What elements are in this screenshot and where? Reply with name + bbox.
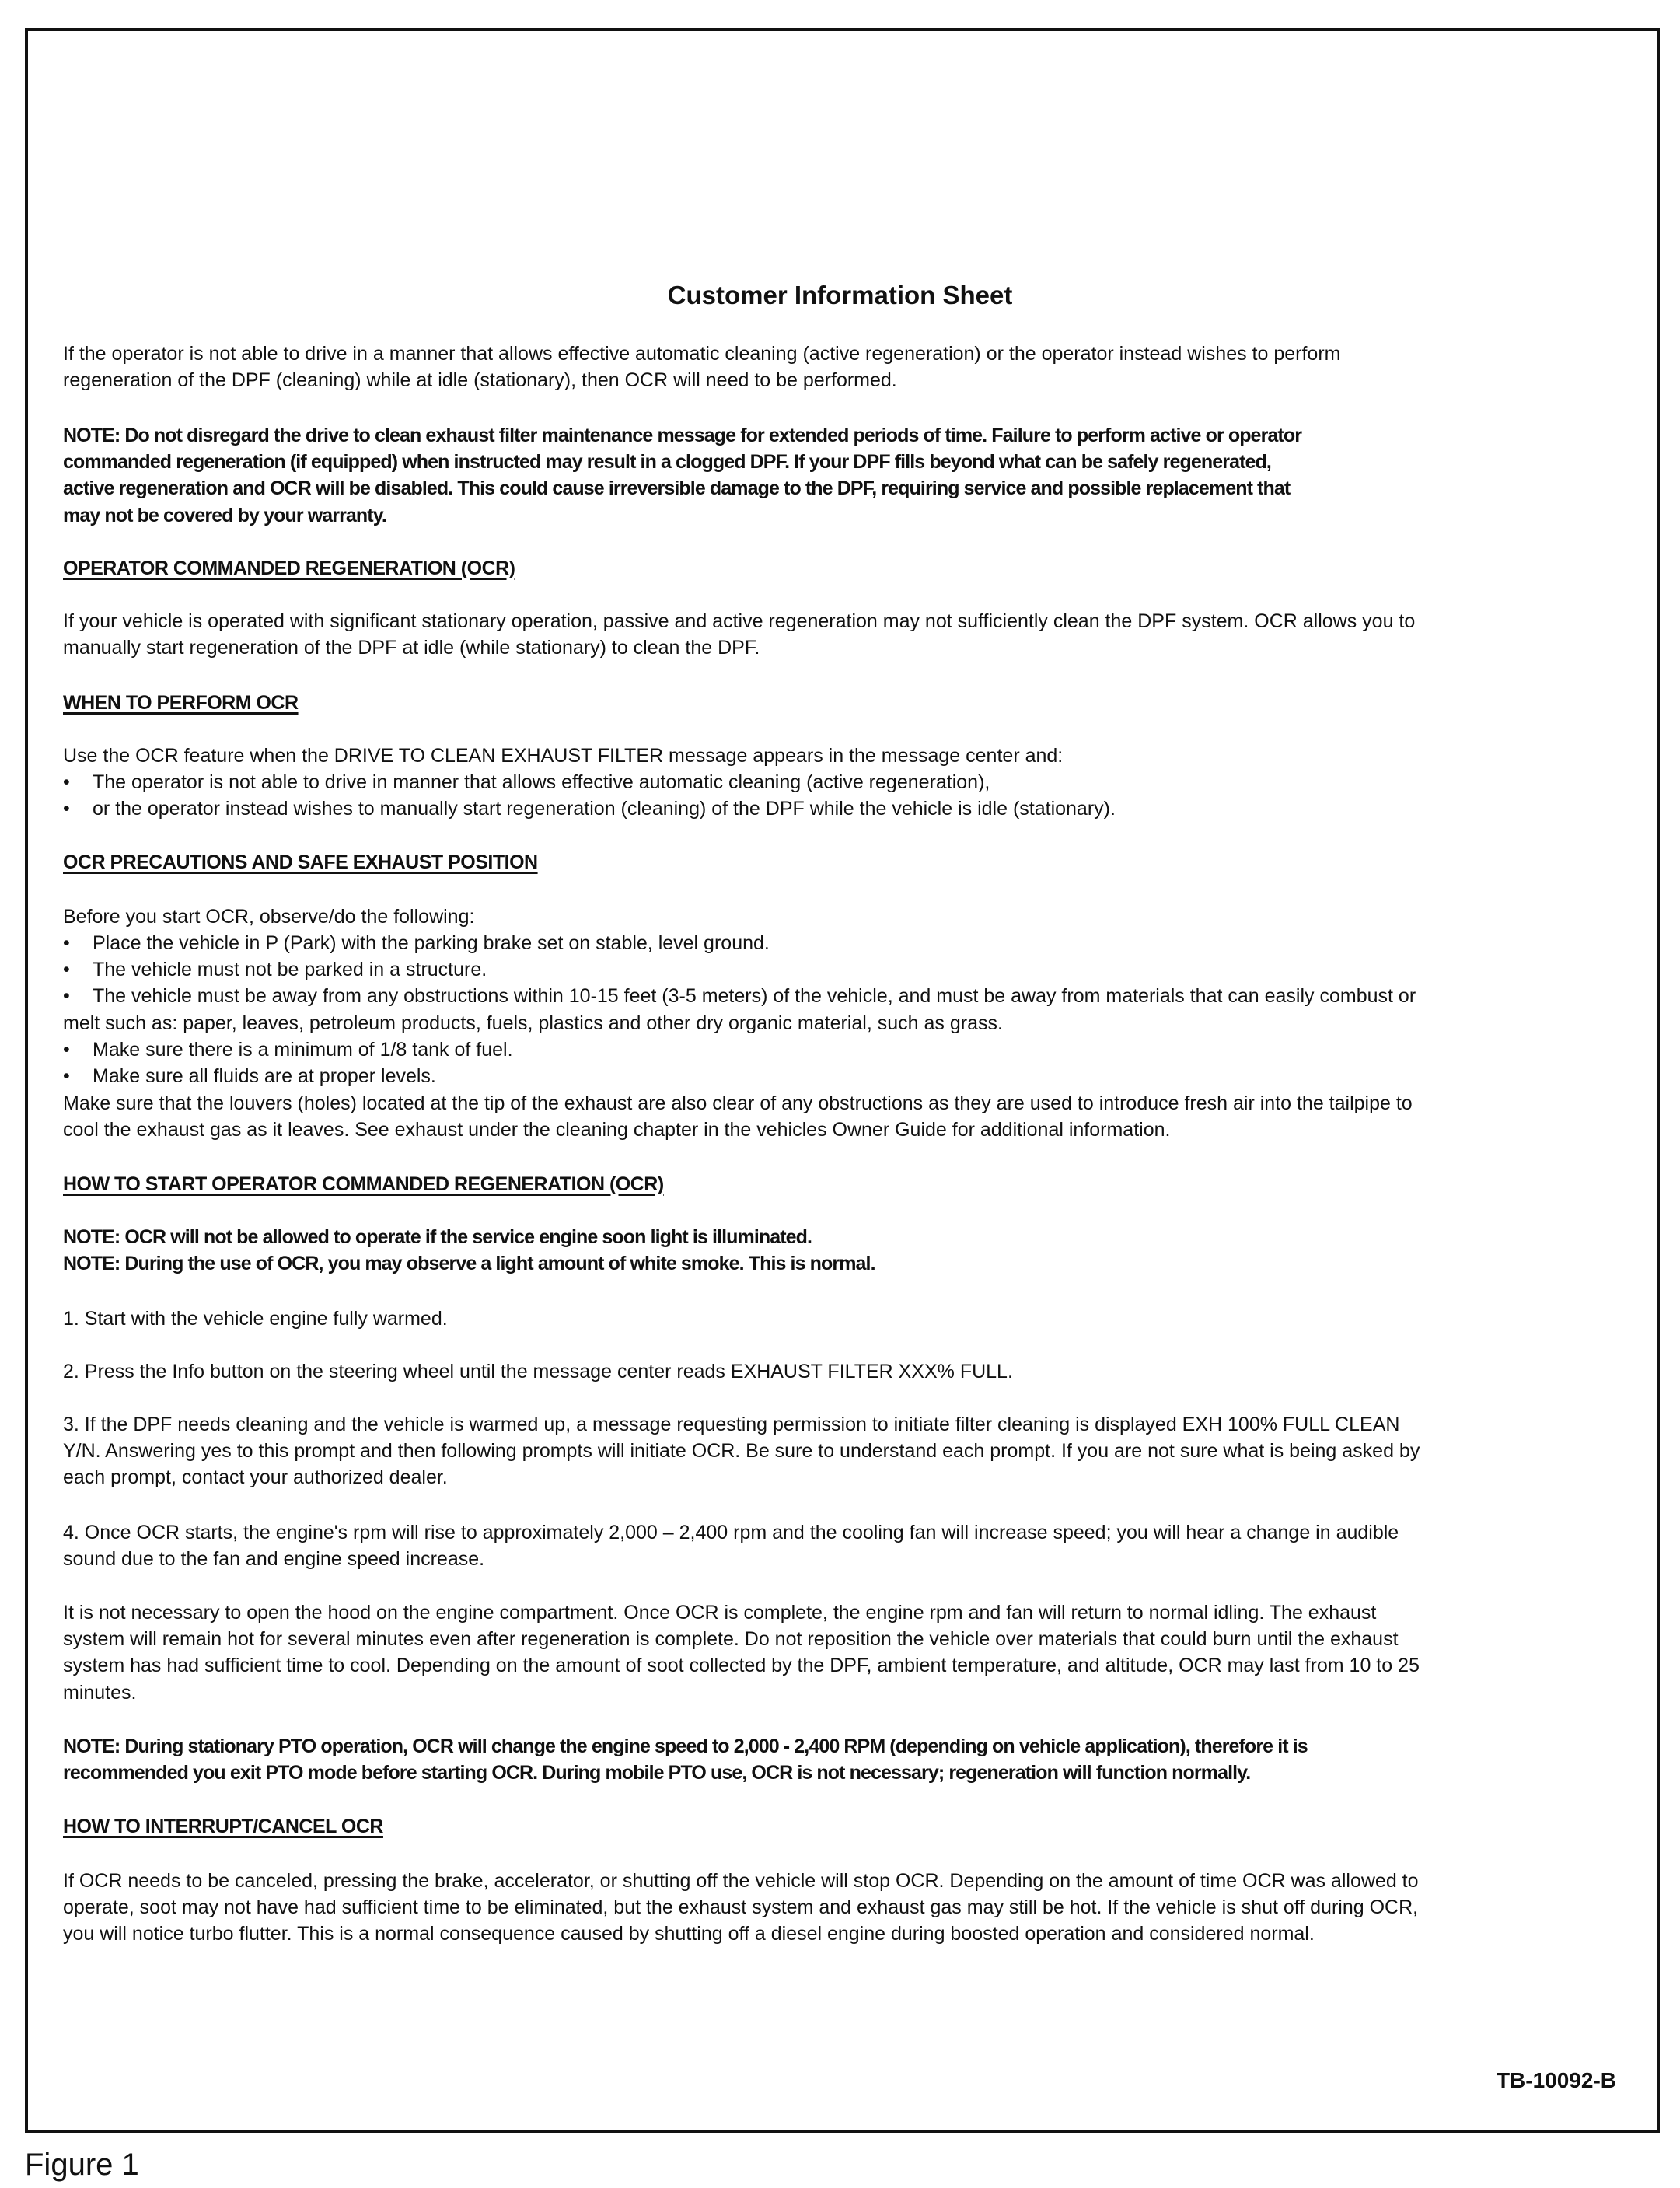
precautions-intro xyxy=(63,904,474,930)
text-line: NOTE: OCR will not be allowed to operate if the service engine soon light is illuminated. xyxy=(63,1226,812,1248)
text-line: manually start regeneration of the DPF at idle (while stationary) to clean the DPF. xyxy=(63,637,760,659)
page-title: Customer Information Sheet xyxy=(667,281,1013,309)
text-line: 2. Press the Info button on the steering wheel until the message center reads EXHAUST FILTER XXX% FULL. xyxy=(63,1361,1013,1382)
text-line: NOTE: Do not disregard the drive to clean exhaust filter maintenance message for extended periods of time. Failure to perform active or operator xyxy=(63,425,1302,446)
when-paragraph xyxy=(63,743,1063,769)
text-line: melt such as: paper, leaves, petroleum products, fuels, plastics and other dry organic material, such as grass. xyxy=(63,1012,1003,1034)
step-4 xyxy=(63,1519,1399,1572)
text-line: minutes. xyxy=(63,1681,137,1704)
ocr-paragraph xyxy=(63,608,1415,661)
hood-paragraph xyxy=(63,1599,1420,1706)
bullet-item: • Place the vehicle in P (Park) with the parking brake set on stable, level ground. xyxy=(63,930,1416,956)
text-line: If the operator is not able to drive in a manner that allows effective automatic cleaning (active regeneration) or the operator instead wishes to perform xyxy=(63,343,1341,365)
precautions-continuation xyxy=(63,1010,1003,1036)
text-line: OCR PRECAUTIONS AND SAFE EXHAUST POSITION xyxy=(63,851,538,873)
bullet-item: • Make sure there is a minimum of 1/8 tank of fuel. xyxy=(63,1036,513,1063)
heading-how-to-start xyxy=(63,1171,664,1197)
text-line: system will remain hot for several minutes even after regeneration is complete. Do not reposition the vehicle over materials that could burn until the exhaust xyxy=(63,1628,1399,1651)
heading-when xyxy=(63,690,299,716)
step-2 xyxy=(63,1358,1013,1385)
text-line: cool the exhaust gas as it leaves. See exhaust under the cleaning chapter in the vehicles Owner Guide for additional information. xyxy=(63,1119,1171,1141)
step-3 xyxy=(63,1411,1420,1491)
bullet-item: • The vehicle must be away from any obstructions within 10-15 feet (3-5 meters) of the vehicle, and must be away from materials that can easily combust or xyxy=(63,983,1416,1009)
text-line: active regeneration and OCR will be disabled. This could cause irreversible damage to the DPF, requiring service and possible replacement that xyxy=(63,477,1291,500)
text-line: recommended you exit PTO mode before starting OCR. During mobile PTO use, OCR is not necessary; regeneration will function normally. xyxy=(63,1762,1251,1784)
text-line: may not be covered by your warranty. xyxy=(63,504,386,526)
text-line: NOTE: During the use of OCR, you may observe a light amount of white smoke. This is normal. xyxy=(63,1253,875,1275)
text-line: Before you start OCR, observe/do the following: xyxy=(63,906,475,928)
document-code: TB-10092-B xyxy=(1496,2068,1616,2092)
text-line: NOTE: During stationary PTO operation, OCR will change the engine speed to 2,000 - 2,400 RPM (depending on vehicle application), therefore it is xyxy=(63,1735,1308,1757)
text-line: Use the OCR feature when the DRIVE TO CLEAN EXHAUST FILTER message appears in the message center and: xyxy=(63,745,1064,767)
intro-paragraph xyxy=(63,341,1340,393)
bullet-item: • The vehicle must not be parked in a structure. xyxy=(63,956,1416,983)
text-line: 4. Once OCR starts, the engine's rpm will rise to approximately 2,000 – 2,400 rpm and the cooling fan will increase speed; you will hear a change in audible xyxy=(63,1522,1399,1543)
text-line: Y/N. Answering yes to this prompt and then following prompts will initiate OCR. Be sure to understand each prompt. If you are not sure what is being asked by xyxy=(63,1440,1420,1463)
text-line: 1. Start with the vehicle engine fully warmed. xyxy=(63,1308,448,1330)
figure-label: Figure 1 xyxy=(25,2148,139,2182)
text-line: HOW TO INTERRUPT/CANCEL OCR xyxy=(63,1816,383,1837)
text-line: OPERATOR COMMANDED REGENERATION (OCR) xyxy=(63,557,515,579)
warranty-note xyxy=(63,422,1301,529)
cancel-paragraph xyxy=(63,1868,1419,1948)
text-line: operate, soot may not have had sufficient time to be eliminated, but the exhaust system and exhaust gas may still be hot. If the vehicle is shut off during OCR, xyxy=(63,1896,1419,1919)
text-line: system has had sufficient time to cool. Depending on the amount of soot collected by the DPF, ambient temperature, and altitude, OCR may last from 10 to 25 xyxy=(63,1655,1420,1677)
heading-ocr xyxy=(63,555,515,582)
pto-note xyxy=(63,1733,1308,1786)
step-1 xyxy=(63,1305,448,1332)
text-line: Make sure that the louvers (holes) located at the tip of the exhaust are also clear of any obstructions as they are used to introduce fresh air into the tailpipe to xyxy=(63,1092,1413,1114)
heading-cancel xyxy=(63,1813,383,1840)
bullet-item: • or the operator instead wishes to manually start regeneration (cleaning) of the DPF while the vehicle is idle (stationary). xyxy=(63,795,1116,822)
precautions-bullets-2 xyxy=(63,1036,513,1089)
bullet-item: • The operator is not able to drive in manner that allows effective automatic cleaning (active regeneration), xyxy=(63,769,1116,795)
start-notes xyxy=(63,1224,875,1277)
text-line: commanded regeneration (if equipped) when instructed may result in a clogged DPF. If your DPF fills beyond what can be safely regenerated, xyxy=(63,451,1271,474)
text-line: WHEN TO PERFORM OCR xyxy=(63,692,299,714)
precautions-louvers xyxy=(63,1090,1413,1143)
precautions-bullets xyxy=(63,930,1416,1010)
text-line: you will notice turbo flutter. This is a normal consequence caused by shutting off a diesel engine during boosted operation and considered normal. xyxy=(63,1923,1315,1945)
text-line: 3. If the DPF needs cleaning and the vehicle is warmed up, a message requesting permission to initiate filter cleaning is displayed EXH 100% FULL CLEAN xyxy=(63,1414,1400,1435)
text-line: each prompt, contact your authorized dealer. xyxy=(63,1466,448,1489)
text-line: regeneration of the DPF (cleaning) while at idle (stationary), then OCR will need to be performed. xyxy=(63,369,897,392)
bullet-item: • Make sure all fluids are at proper levels. xyxy=(63,1063,513,1089)
text-line: If your vehicle is operated with significant stationary operation, passive and active regeneration may not sufficiently clean the DPF system. OCR allows you to xyxy=(63,610,1416,632)
heading-precautions xyxy=(63,849,538,876)
text-line: HOW TO START OPERATOR COMMANDED REGENERATION (OCR) xyxy=(63,1173,664,1195)
when-bullets xyxy=(63,769,1116,822)
text-line: If OCR needs to be canceled, pressing the brake, accelerator, or shutting off the vehicle will stop OCR. Depending on the amount of time OCR was allowed to xyxy=(63,1870,1419,1892)
text-line: sound due to the fan and engine speed increase. xyxy=(63,1548,485,1571)
text-line: It is not necessary to open the hood on the engine compartment. Once OCR is complete, the engine rpm and fan will return to normal idling. The exhaust xyxy=(63,1602,1377,1624)
